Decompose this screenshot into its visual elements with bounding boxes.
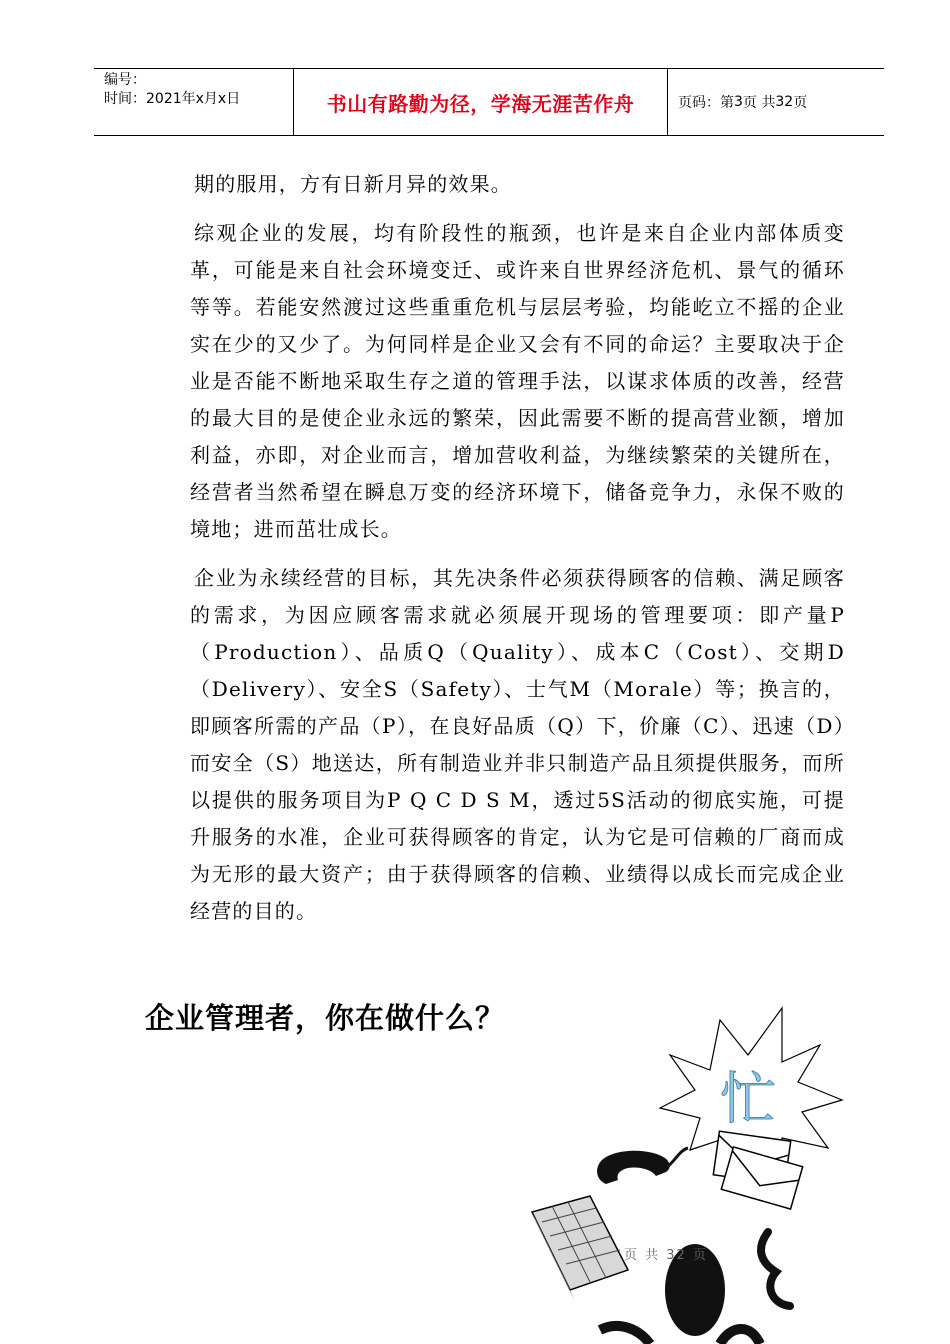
header-page-number xyxy=(668,69,884,135)
time-label: 时间：2021年x月x日 xyxy=(104,91,241,107)
paragraph-2: 综观企业的发展，均有阶段性的瓶颈，也许是来自企业内部体质变革，可能是来自社会环境变迁、或许来自世界经济危机、景气的循环等等。若能安然渡过这些重重危机与层层考验，均能屹立不摇的企业实在少的又少了。为何同样是企业又会有不同的命运？主要取决于企业是否能不断地采取生存之道的管理手法，以谋求体质的改善，经营的最大目的是使企业永远的繁荣，因此需要不断的提高营业额，增加利益，亦即，对企业而言，增加营收利益，为继续繁荣的关键所在，经营者当然希望在瞬息万变的经济环境下，储备竞争力，永保不败的境地；进而茁壮成长。 xyxy=(190,221,845,541)
header-meta xyxy=(94,69,294,135)
envelope-icon xyxy=(713,1131,802,1209)
page-mid: 页 共 xyxy=(742,95,776,111)
section-title: 企业管理者，你在做什么？ xyxy=(145,1001,506,1035)
burst-text: 忙 xyxy=(720,1067,776,1132)
busy-manager-clipart xyxy=(520,1000,950,1344)
page-total: 32 xyxy=(775,94,794,110)
body-content xyxy=(190,166,845,942)
footer-page-number: 页 共 32 页 xyxy=(624,1248,708,1263)
page-suffix: 页 xyxy=(793,95,808,111)
keyboard-icon xyxy=(532,1196,628,1300)
page-header xyxy=(94,68,884,136)
paragraph-1: 期的服用，方有日新月异的效果。 xyxy=(194,172,512,196)
paragraph-3: 企业为永续经营的目标，其先决条件必须获得顾客的信赖、满足顾客的需求，为因应顾客需求就必须展开现场的管理要项：即产量P（Production）、品质Q（Quality）、成本C（Cost）、交期D（Delivery）、安全S（Safety）、士气M（Morale）等；换言的，即顾客所需的产品（P），在良好品质（Q）下，价廉（C）、迅速（D）而安全（S）地送达，所有制造业并非只制造产品且须提供服务，而所以提供的服务项目为P Q C D S M，透过5S活动的彻底实施，可提升服务的水准，企业可获得顾客的肯定，认为它是可信赖的厂商而成为无形的最大资产；由于获得顾客的信赖、业绩得以成长而完成企业经营的目的。 xyxy=(190,566,845,923)
header-motto: 书山有路勤为径，学海无涯苦作舟 xyxy=(294,69,668,135)
page-current: 3 xyxy=(734,94,743,110)
page-prefix: 页码：第 xyxy=(678,95,734,111)
serial-label: 编号： xyxy=(104,72,146,88)
phone-icon xyxy=(597,1148,688,1184)
